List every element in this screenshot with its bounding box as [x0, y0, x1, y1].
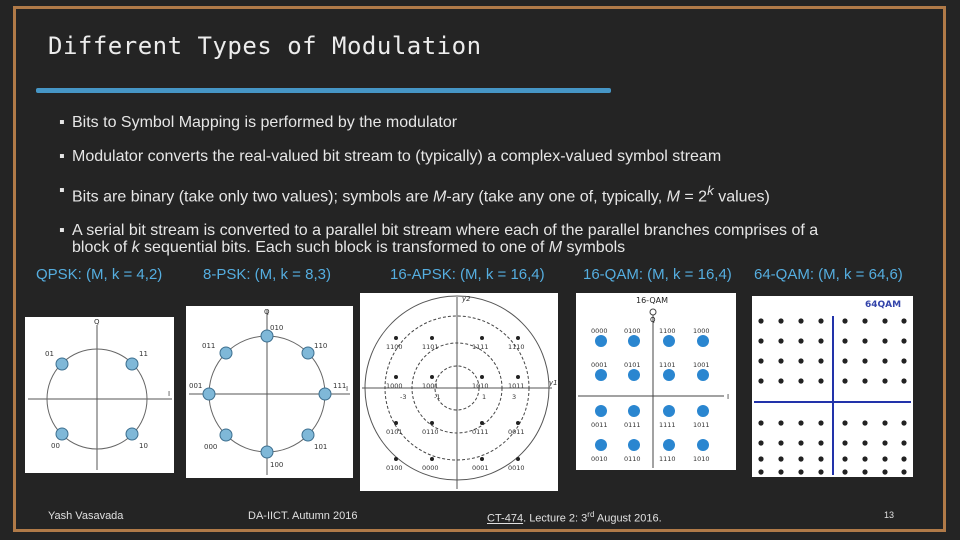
point-label: 000 — [204, 443, 218, 451]
constellation-point — [842, 456, 847, 461]
constellation-point — [818, 338, 823, 343]
8psk-label: 8-PSK: (M, k = 8,3) — [203, 266, 331, 283]
point-label: 1110 — [508, 343, 525, 351]
point-label: 1111 — [659, 421, 676, 429]
constellation-point — [220, 347, 232, 359]
footer-author: Yash Vasavada — [48, 510, 124, 522]
point-label: 0000 — [422, 464, 439, 472]
point-label: 0010 — [591, 455, 608, 463]
constellation-point — [901, 358, 906, 363]
constellation-point — [778, 358, 783, 363]
bullet-text: A serial bit stream is converted to a parallel bit stream where each of the parallel branches comprises of a — [72, 222, 819, 240]
bullet-icon: ▪ — [59, 182, 65, 199]
constellation-point — [882, 338, 887, 343]
bullet-item — [59, 148, 902, 165]
64qam-label: 64-QAM: (M, k = 64,6) — [754, 266, 903, 283]
constellation-point — [842, 420, 847, 425]
point-label: 0100 — [386, 464, 403, 472]
math-m: M — [433, 188, 447, 206]
qam16-points — [595, 335, 709, 451]
point-label: 1010 — [472, 382, 489, 390]
constellation-point — [901, 318, 906, 323]
point-label: 1011 — [508, 382, 525, 390]
qam64-heading: 64QAM — [865, 300, 902, 310]
constellation-point — [778, 318, 783, 323]
bullet-text: values) — [713, 188, 770, 206]
lecture-sup: rd — [587, 510, 595, 519]
constellation-point — [758, 318, 763, 323]
point-label: 1111 — [472, 343, 489, 351]
constellation-point — [818, 420, 823, 425]
math-k: k — [131, 239, 140, 257]
constellation-point — [220, 429, 232, 441]
point-label: 001 — [189, 382, 203, 390]
bullet-text: block of — [72, 239, 132, 257]
title-underline — [36, 88, 611, 93]
constellation-point — [758, 469, 763, 474]
x-axis-label: y1 — [549, 379, 558, 387]
bullet-text: sequential bits. Each such block is transformed to one of — [139, 239, 549, 257]
i-axis-label: I — [168, 390, 171, 398]
math-m: M — [666, 188, 680, 206]
constellation-point — [842, 469, 847, 474]
qpsk-label: QPSK: (M, k = 4,2) — [36, 266, 163, 283]
i-axis-label: I — [727, 393, 730, 401]
bullet-text: Bits are binary (take only two values); symbols are — [72, 188, 434, 206]
bullet-list — [59, 114, 902, 257]
constellation-point — [862, 469, 867, 474]
bullet-text: Bits to Symbol Mapping is performed by the modulator — [72, 114, 458, 131]
point-label: 0011 — [591, 421, 608, 429]
point-label: 1000 — [693, 327, 710, 335]
point-label: 0110 — [624, 455, 641, 463]
point-label: 0001 — [591, 361, 608, 369]
point-label: 1100 — [386, 343, 403, 351]
point-label: 11 — [139, 350, 148, 358]
constellation-point — [862, 440, 867, 445]
point-label: 101 — [314, 443, 328, 451]
point-label: 011 — [202, 342, 216, 350]
bullet-text: symbols — [562, 239, 626, 257]
constellation-point — [798, 318, 803, 323]
footer-lecture — [487, 510, 662, 525]
point-label: 0111 — [472, 428, 489, 436]
constellation-point — [126, 358, 138, 370]
constellation-point — [126, 428, 138, 440]
constellation-point — [778, 440, 783, 445]
constellation-point — [862, 358, 867, 363]
constellation-point — [56, 358, 68, 370]
constellation-point — [862, 456, 867, 461]
point-label: 0110 — [422, 428, 439, 436]
qpsk-diagram — [25, 317, 174, 473]
constellation-point — [818, 440, 823, 445]
constellation-point — [842, 440, 847, 445]
constellation-point — [798, 378, 803, 383]
constellation-point — [882, 378, 887, 383]
constellation-point — [778, 456, 783, 461]
tick-label: 1 — [482, 393, 487, 401]
constellation-point — [901, 378, 906, 383]
point-label: 0101 — [386, 428, 403, 436]
point-label: 110 — [314, 342, 328, 350]
bullet-text: Modulator converts the real-valued bit stream to (typically) a complex-valued symbol stream — [72, 148, 722, 165]
constellation-point — [818, 358, 823, 363]
bullet-text: = 2 — [679, 188, 708, 206]
point-label: 010 — [270, 324, 284, 332]
8psk-diagram — [186, 306, 353, 478]
q-axis-label: Q — [264, 308, 270, 316]
64qam-diagram — [752, 296, 913, 477]
i-axis-label: I — [346, 385, 349, 393]
constellation-point — [798, 456, 803, 461]
constellation-point — [798, 420, 803, 425]
constellation-point — [842, 358, 847, 363]
constellation-point — [862, 420, 867, 425]
16apsk-label: 16-APSK: (M, k = 16,4) — [390, 266, 545, 283]
bullet-text: -ary (take any one of, typically, — [446, 188, 667, 206]
constellation-point — [798, 469, 803, 474]
constellation-point — [862, 318, 867, 323]
constellation-point — [261, 446, 273, 458]
constellation-point — [862, 338, 867, 343]
course-link[interactable]: CT-474 — [487, 512, 524, 525]
point-label: 1101 — [659, 361, 676, 369]
constellation-point — [758, 378, 763, 383]
constellation-point — [882, 456, 887, 461]
constellation-point — [882, 318, 887, 323]
point-label: 1100 — [659, 327, 676, 335]
constellation-point — [901, 338, 906, 343]
constellation-point — [758, 338, 763, 343]
point-label: 1001 — [693, 361, 710, 369]
point-label: 1110 — [659, 455, 676, 463]
constellation-point — [302, 429, 314, 441]
16qam-label: 16-QAM: (M, k = 16,4) — [583, 266, 732, 283]
point-label: 1001 — [422, 382, 439, 390]
constellation-point — [882, 358, 887, 363]
qam16-heading: 16-QAM — [636, 296, 669, 305]
constellation-point — [758, 456, 763, 461]
constellation-point — [758, 440, 763, 445]
point-label: 10 — [139, 442, 148, 450]
constellation-point — [778, 338, 783, 343]
bullet-icon: ▪ — [59, 222, 65, 240]
constellation-point — [882, 440, 887, 445]
constellation-point — [901, 420, 906, 425]
math-k: k — [707, 183, 714, 198]
bullet-item — [59, 114, 902, 131]
point-label: 0100 — [624, 327, 641, 335]
bullet-icon: ▪ — [59, 114, 65, 131]
slide-title: Different Types of Modulation — [48, 32, 482, 60]
lecture-text: . Lecture 2: 3 — [523, 512, 588, 525]
point-label: 0001 — [472, 464, 489, 472]
q-axis-label: Q — [650, 316, 656, 324]
point-label: 01 — [45, 350, 54, 358]
constellation-point — [818, 456, 823, 461]
constellation-point — [798, 358, 803, 363]
constellation-point — [302, 347, 314, 359]
constellation-point — [842, 378, 847, 383]
point-label: 1000 — [386, 382, 403, 390]
point-label: 0000 — [591, 327, 608, 335]
constellation-point — [882, 420, 887, 425]
tick-label: -1 — [434, 393, 441, 401]
point-label: 0010 — [508, 464, 525, 472]
bullet-item — [59, 182, 902, 206]
constellation-point — [798, 338, 803, 343]
tick-label: 3 — [512, 393, 517, 401]
constellation-point — [842, 318, 847, 323]
constellation-point — [818, 378, 823, 383]
point-label: 00 — [51, 442, 60, 450]
constellation-point — [818, 318, 823, 323]
point-label: 111 — [333, 382, 347, 390]
point-label: 0011 — [508, 428, 525, 436]
math-m: M — [548, 239, 563, 257]
constellation-point — [778, 469, 783, 474]
constellation-point — [862, 378, 867, 383]
page-number: 13 — [884, 510, 895, 520]
lecture-text: August 2016. — [594, 512, 662, 525]
constellation-point — [882, 469, 887, 474]
constellation-point — [778, 378, 783, 383]
point-label: 1101 — [422, 343, 439, 351]
constellation-point — [758, 420, 763, 425]
16qam-diagram — [576, 293, 736, 470]
constellation-point — [842, 338, 847, 343]
16apsk-diagram — [360, 293, 558, 491]
y-axis-label: y2 — [462, 295, 471, 303]
bullet-item — [59, 222, 902, 257]
constellation-point — [901, 469, 906, 474]
point-label: 100 — [270, 461, 284, 469]
point-label: 0111 — [624, 421, 641, 429]
constellation-point — [901, 440, 906, 445]
constellation-point — [758, 358, 763, 363]
point-label: 0101 — [624, 361, 641, 369]
constellation-point — [56, 428, 68, 440]
constellation-point — [818, 469, 823, 474]
constellation-point — [203, 388, 215, 400]
tick-label: -3 — [400, 393, 407, 401]
q-axis-label: Q — [94, 318, 100, 326]
point-label: 1011 — [693, 421, 710, 429]
constellation-point — [901, 456, 906, 461]
constellation-point — [778, 420, 783, 425]
bullet-icon: ▪ — [59, 148, 65, 165]
constellation-point — [319, 388, 331, 400]
point-label: 1010 — [693, 455, 710, 463]
footer-institute: DA-IICT. Autumn 2016 — [248, 510, 358, 522]
constellation-point — [798, 440, 803, 445]
